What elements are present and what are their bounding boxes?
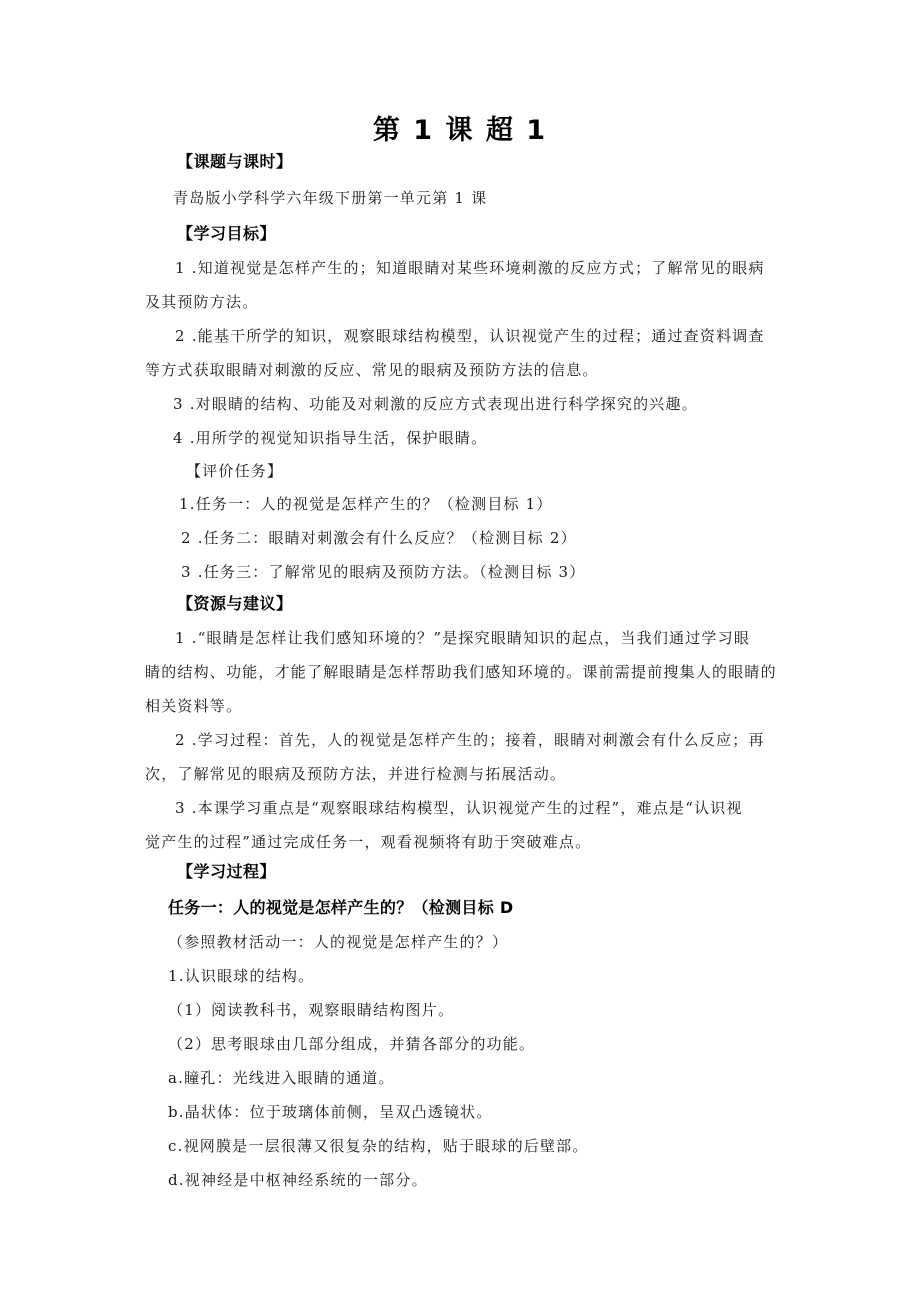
section-heading-process: 【学习过程】 bbox=[177, 862, 277, 881]
process-line: b.晶状体：位于玻璃体前侧，呈双凸透镜状。 bbox=[168, 1103, 493, 1121]
resource-line: 相关资料等。 bbox=[145, 697, 243, 715]
resource-line: 3 .本课学习重点是“观察眼球结构模型，认识视觉产生的过程”，难点是“认识视 bbox=[175, 799, 743, 817]
evaluation-line: 3 .任务三：了解常见的眼病及预防方法。（检测目标 3） bbox=[181, 563, 586, 581]
course-text: 青岛版小学科学六年级下册第一单元第 1 课 bbox=[173, 189, 488, 207]
section-heading-evaluation: 【评价任务】 bbox=[186, 462, 284, 480]
goal-line: 1 .知道视觉是怎样产生的；知道眼睛对某些环境刺激的反应方式；了解常见的眼病 bbox=[175, 259, 765, 277]
goal-line: 等方式获取眼睛对刺激的反应、常见的眼病及预防方法的信息。 bbox=[145, 361, 599, 379]
goal-line: 3 .对眼睛的结构、功能及对刺激的反应方式表现出进行科学探究的兴趣。 bbox=[173, 395, 698, 413]
process-line: （1）阅读教科书，观察眼睛结构图片。 bbox=[168, 1001, 455, 1019]
resource-line: 睛的结构、功能，才能了解眼睛是怎样帮助我们感知环境的。课前需提前搜集人的眼睛的 bbox=[145, 663, 777, 681]
resource-line: 1 .“眼睛是怎样让我们感知环境的？”是探究眼睛知识的起点，当我们通过学习眼 bbox=[175, 629, 751, 647]
resource-line: 次，了解常见的眼病及预防方法，并进行检测与拓展活动。 bbox=[145, 765, 567, 783]
process-line: d.视神经是中枢神经系统的一部分。 bbox=[168, 1171, 428, 1189]
section-heading-resources: 【资源与建议】 bbox=[177, 594, 293, 613]
resource-line: 2 .学习过程：首先，人的视觉是怎样产生的；接着，眼睛对刺激会有什么反应；再 bbox=[175, 731, 765, 749]
goal-line: 4 .用所学的视觉知识指导生活，保护眼睛。 bbox=[173, 429, 488, 447]
process-line: （2）思考眼球由几部分组成，并猜各部分的功能。 bbox=[168, 1035, 536, 1053]
evaluation-line: 1.任务一：人的视觉是怎样产生的？（检测目标 1） bbox=[179, 495, 553, 513]
goal-line: 2 .能基干所学的知识，观察眼球结构模型，认识视觉产生的过程；通过查资料调查 bbox=[175, 327, 765, 345]
process-line: c.视网膜是一层很薄又很复杂的结构，贴于眼球的后壁部。 bbox=[168, 1137, 589, 1155]
process-line: （参照教材活动一：人的视觉是怎样产生的？） bbox=[168, 933, 509, 951]
goal-line: 及其预防方法。 bbox=[145, 293, 259, 311]
page-title: 第 1 课 超 1 bbox=[372, 115, 548, 146]
resource-line: 觉产生的过程”通过完成任务一，观看视频将有助于突破难点。 bbox=[145, 833, 592, 851]
section-heading-course: 【课题与课时】 bbox=[177, 152, 293, 171]
evaluation-line: 2 .任务二：眼睛对刺激会有什么反应？（检测目标 2） bbox=[181, 529, 577, 547]
task-heading: 任务一：人的视觉是怎样产生的？（检测目标 D bbox=[168, 898, 514, 917]
process-line: 1.认识眼球的结构。 bbox=[168, 967, 315, 985]
section-heading-goals: 【学习目标】 bbox=[177, 224, 277, 243]
process-line: a.瞳孔：光线进入眼睛的通道。 bbox=[168, 1069, 395, 1087]
